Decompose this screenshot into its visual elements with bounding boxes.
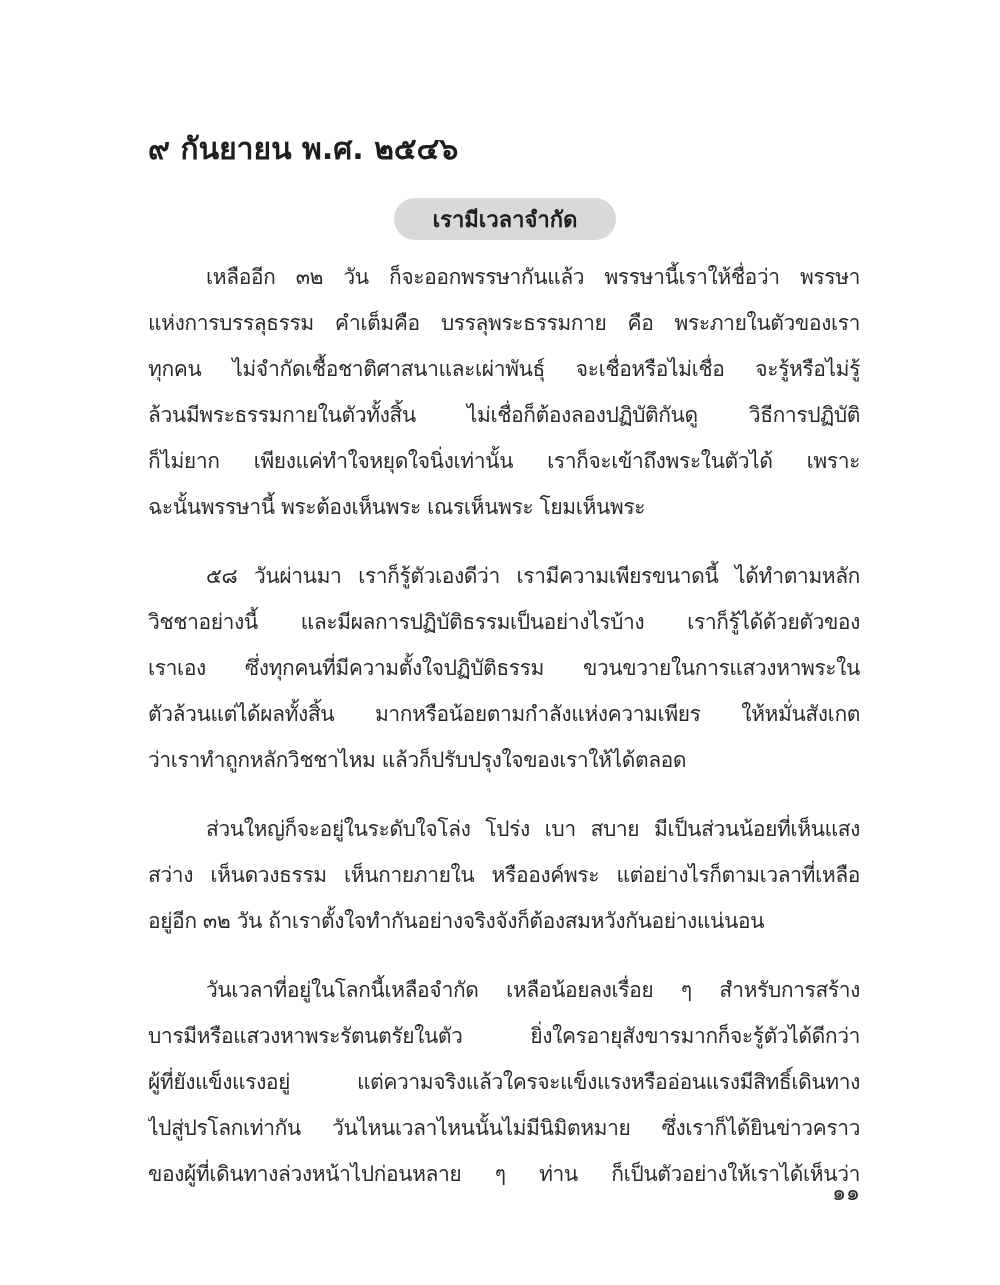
page-number: ๑๑	[832, 1181, 860, 1206]
paragraph-2	[148, 553, 860, 783]
text-line: วันเวลาที่อยู่ในโลกนี้เหลือจำกัด เหลือน้อยลงเรื่อย ๆ สำหรับการสร้าง	[206, 978, 860, 1002]
text-line: เหลืออีก ๓๒ วัน ก็จะออกพรรษากันแล้ว พรรษานี้เราให้ชื่อว่า พรรษา	[206, 265, 860, 289]
text-line: ว่าเราทำถูกหลักวิชชาไหม แล้วก็ปรับปรุงใจของเราให้ได้ตลอด	[148, 748, 687, 772]
text-line: ทุกคน ไม่จำกัดเชื้อชาติศาสนาและเผ่าพันธุ์ จะเชื่อหรือไม่เชื่อ จะรู้หรือไม่รู้	[148, 357, 860, 381]
text-line: ล้วนมีพระธรรมกายในตัวทั้งสิ้น ไม่เชื่อก็ต้องลองปฏิบัติกันดู วิธีการปฏิบัติ	[148, 403, 860, 427]
text-line: ก็ไม่ยาก เพียงแค่ทำใจหยุดใจนิ่งเท่านั้น เราก็จะเข้าถึงพระในตัวได้ เพราะ	[148, 449, 860, 473]
body-text	[148, 254, 860, 1220]
text-line: ตัวล้วนแต่ได้ผลทั้งสิ้น มากหรือน้อยตามกำลังแห่งความเพียร ให้หมั่นสังเกต	[148, 702, 860, 726]
text-line: สว่าง เห็นดวงธรรม เห็นกายภายใน หรือองค์พระ แต่อย่างไรก็ตามเวลาที่เหลือ	[148, 863, 860, 887]
text-line: เราเอง ซึ่งทุกคนที่มีความตั้งใจปฏิบัติธรรม ขวนขวายในการแสวงหาพระใน	[148, 656, 860, 680]
paragraph-4	[148, 967, 860, 1197]
date-heading: ๙ กันยายน พ.ศ. ๒๕๔๖	[148, 132, 459, 167]
section-title: เรามีเวลาจำกัด	[394, 198, 616, 240]
text-line: ๕๘ วันผ่านมา เราก็รู้ตัวเองดีว่า เรามีความเพียรขนาดนี้ ได้ทำตามหลัก	[206, 564, 860, 588]
text-line: ของผู้ที่เดินทางล่วงหน้าไปก่อนหลาย ๆ ท่าน ก็เป็นตัวอย่างให้เราได้เห็นว่า	[148, 1162, 860, 1186]
text-line: ผู้ที่ยังแข็งแรงอยู่ แต่ความจริงแล้วใครจะแข็งแรงหรืออ่อนแรงมีสิทธิ์เดินทาง	[148, 1070, 860, 1094]
paragraph-3	[148, 806, 860, 944]
text-line: ฉะนั้นพรรษานี้ พระต้องเห็นพระ เณรเห็นพระ โยมเห็นพระ	[148, 495, 646, 519]
text-line: บารมีหรือแสวงหาพระรัตนตรัยในตัว ยิ่งใครอายุสังขารมากก็จะรู้ตัวได้ดีกว่า	[148, 1024, 860, 1048]
paragraph-1	[148, 254, 860, 530]
text-line: ไปสู่ปรโลกเท่ากัน วันไหนเวลาไหนนั้นไม่มีนิมิตหมาย ซึ่งเราก็ได้ยินข่าวคราว	[148, 1116, 860, 1140]
text-line: แห่งการบรรลุธรรม คำเต็มคือ บรรลุพระธรรมกาย คือ พระภายในตัวของเรา	[148, 311, 860, 335]
text-line: วิชชาอย่างนี้ และมีผลการปฏิบัติธรรมเป็นอย่างไรบ้าง เราก็รู้ได้ด้วยตัวของ	[148, 610, 860, 634]
text-line: ส่วนใหญ่ก็จะอยู่ในระดับใจโล่ง โปร่ง เบา สบาย มีเป็นส่วนน้อยที่เห็นแสง	[206, 817, 860, 841]
text-line: อยู่อีก ๓๒ วัน ถ้าเราตั้งใจทำกันอย่างจริงจังก็ต้องสมหวังกันอย่างแน่นอน	[148, 909, 765, 933]
